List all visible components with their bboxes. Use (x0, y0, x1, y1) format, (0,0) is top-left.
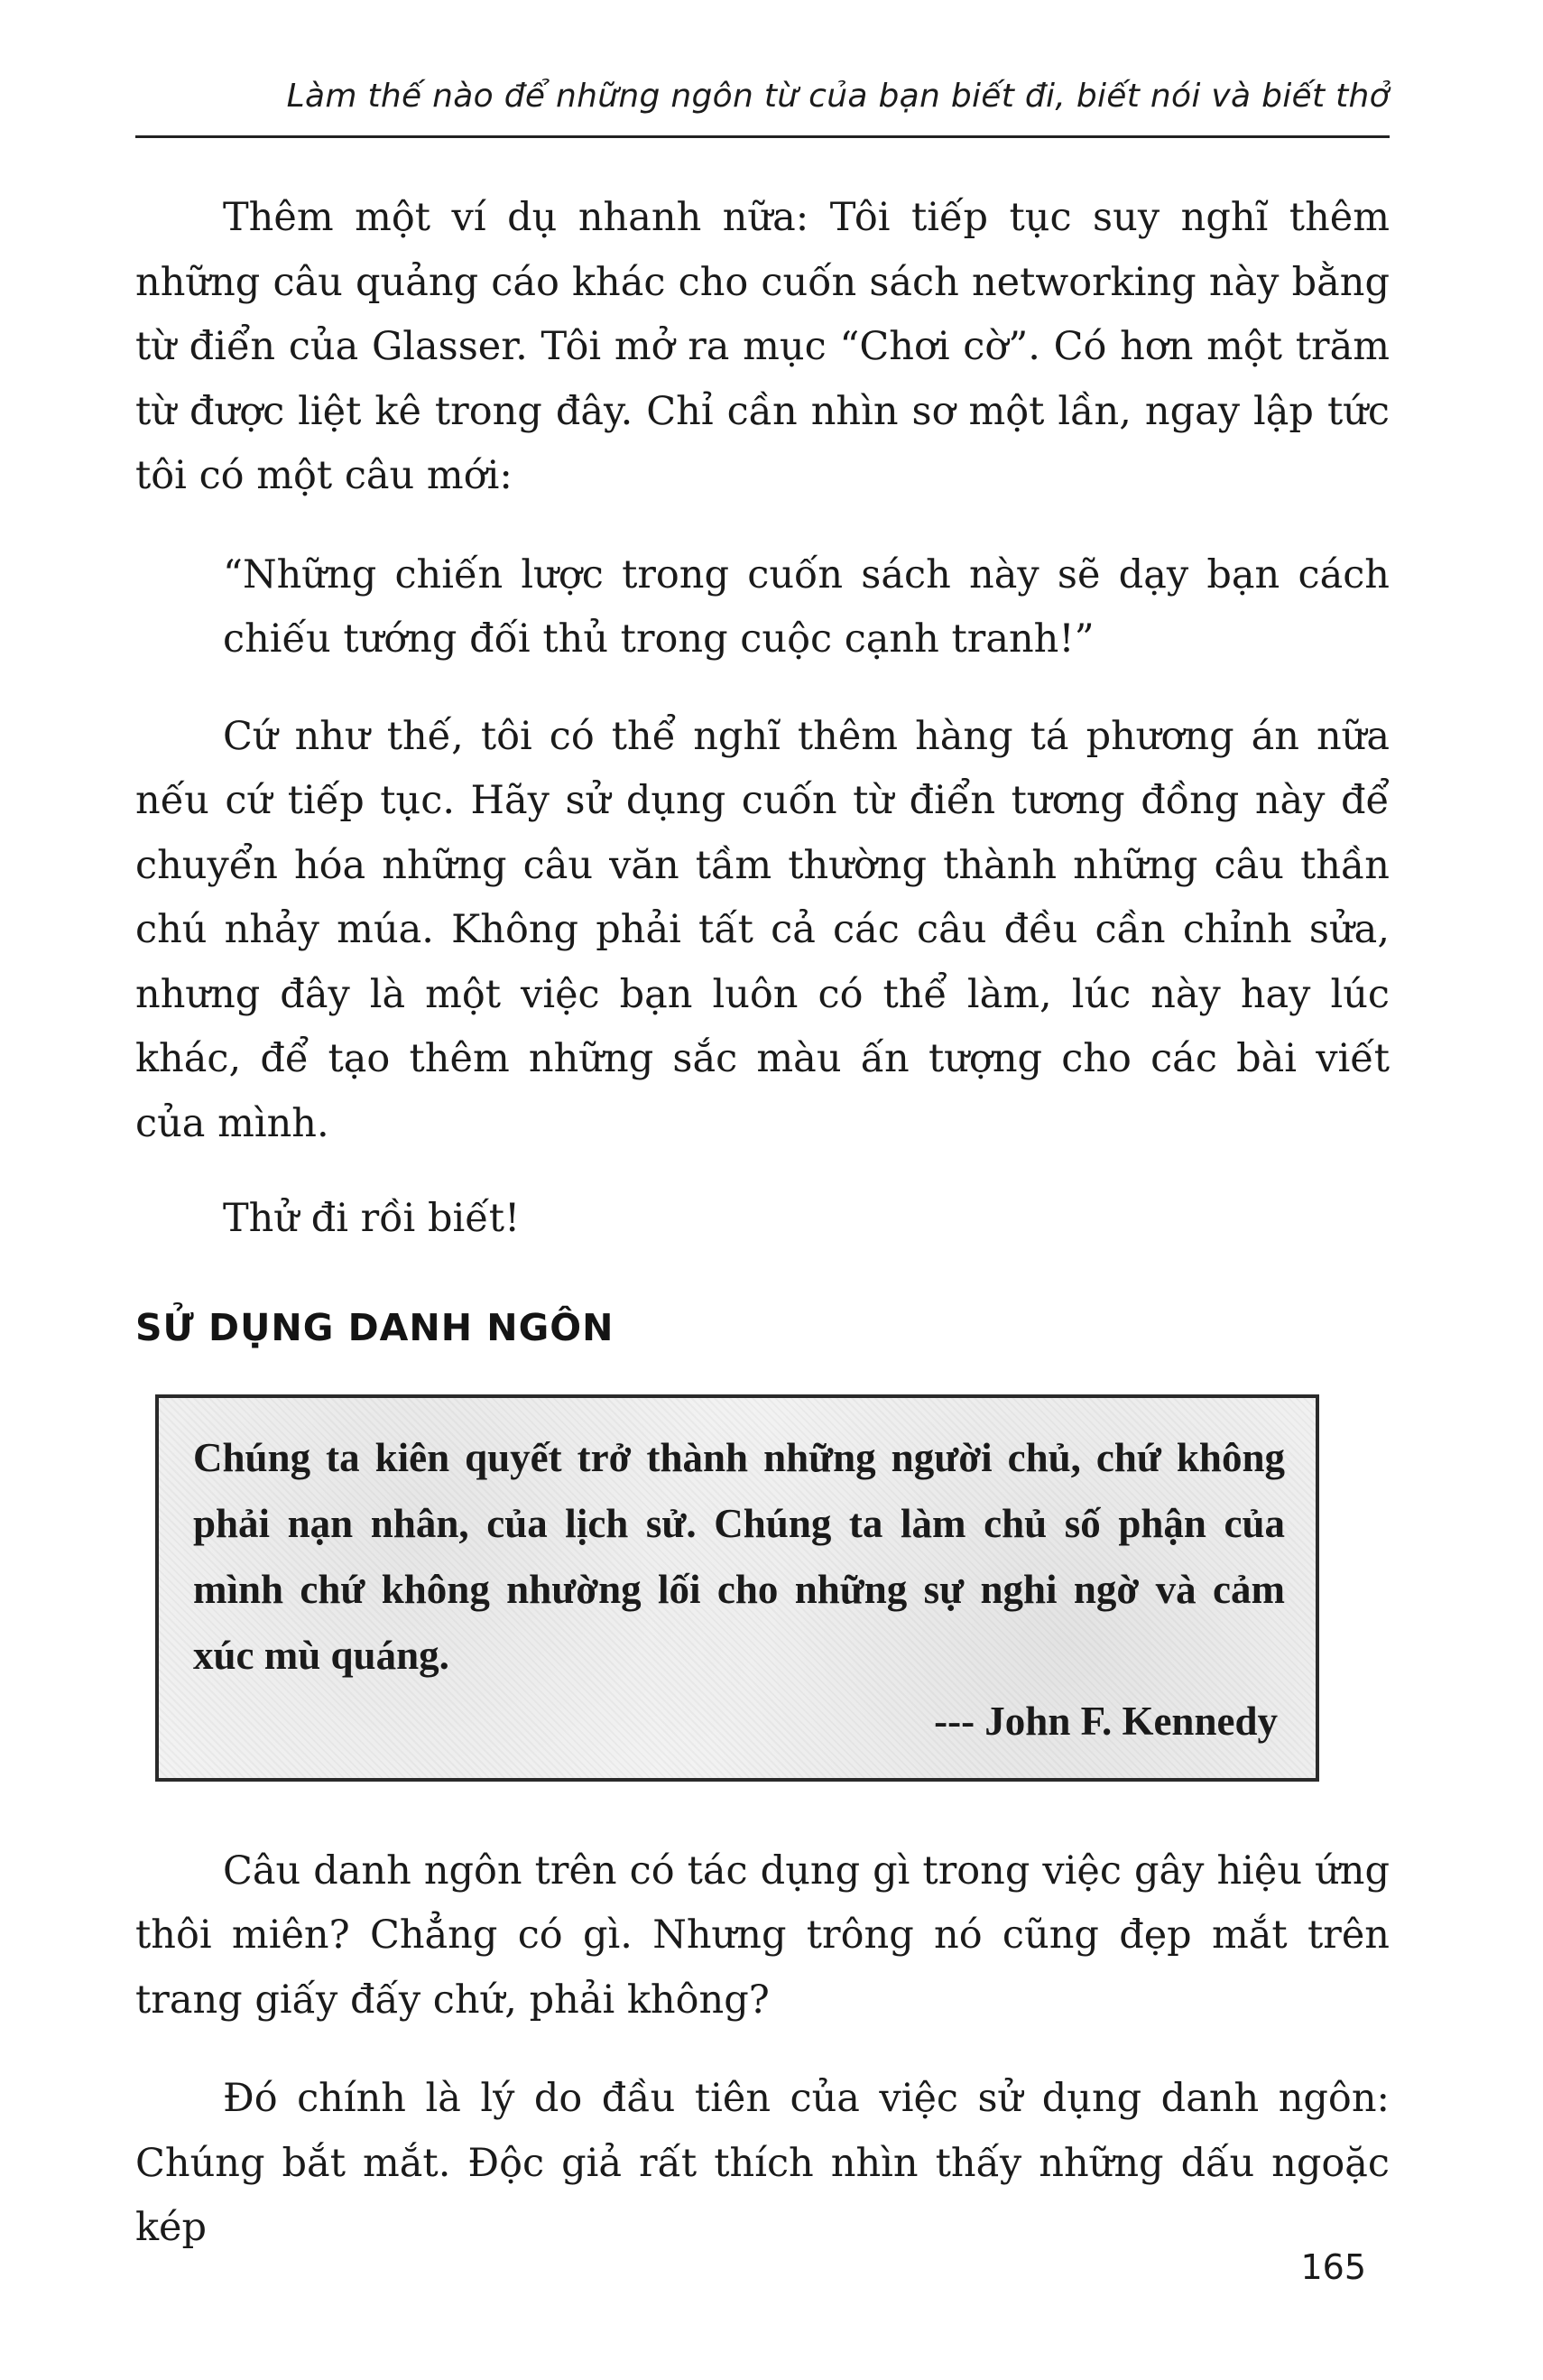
quote-text: Chúng ta kiên quyết trở thành những người chủ, chứ không phải nạn nhân, của lịch sử. Chúng ta làm chủ số phận của mình chứ không nhường lối cho những sự nghi ngờ và cảm xúc mù quáng. (193, 1434, 1285, 1678)
body-paragraph: Thử đi rồi biết! (223, 1196, 521, 1241)
quote-box (155, 1394, 1319, 1782)
section-heading: SỬ DỤNG DANH NGÔN (135, 1305, 614, 1349)
quote-attribution: --- John F. Kennedy (934, 1698, 1278, 1744)
page-number: 165 (1300, 2247, 1366, 2287)
page-body (135, 186, 1390, 2261)
body-paragraph: Cứ như thế, tôi có thể nghĩ thêm hàng tá phương án nữa nếu cứ tiếp tục. Hãy sử dụng cuốn từ điển tương đồng này để chuyển hóa những câu văn tầm thường thành những câu thần chú nhảy múa. Không phải tất cả các câu đều cần chỉnh sửa, nhưng đây là một việc bạn luôn có thể làm, lúc này hay lúc khác, để tạo thêm những sắc màu ấn tượng cho các bài viết của mình. (135, 713, 1390, 1146)
body-paragraph: Đó chính là lý do đầu tiên của việc sử dụng danh ngôn: Chúng bắt mắt. Độc giả rất thích nhìn thấy những dấu ngoặc kép (135, 2076, 1390, 2250)
header-divider (135, 135, 1390, 138)
body-paragraph: Thêm một ví dụ nhanh nữa: Tôi tiếp tục suy nghĩ thêm những câu quảng cáo khác cho cuốn sách networking này bằng từ điển của Glasser. Tôi mở ra mục “Chơi cờ”. Có hơn một trăm từ được liệt kê trong đây. Chỉ cần nhìn sơ một lần, ngay lập tức tôi có một câu mới: (135, 195, 1390, 498)
body-paragraph: Câu danh ngôn trên có tác dụng gì trong việc gây hiệu ứng thôi miên? Chẳng có gì. Nhưng trông nó cũng đẹp mắt trên trang giấy đấy chứ, phải không? (135, 1848, 1390, 2023)
running-header: Làm thế nào để những ngôn từ của bạn biết đi, biết nói và biết thở (286, 78, 1390, 115)
example-quote: “Những chiến lược trong cuốn sách này sẽ dạy bạn cách chiếu tướng đối thủ trong cuộc cạnh tranh!” (223, 551, 1390, 662)
